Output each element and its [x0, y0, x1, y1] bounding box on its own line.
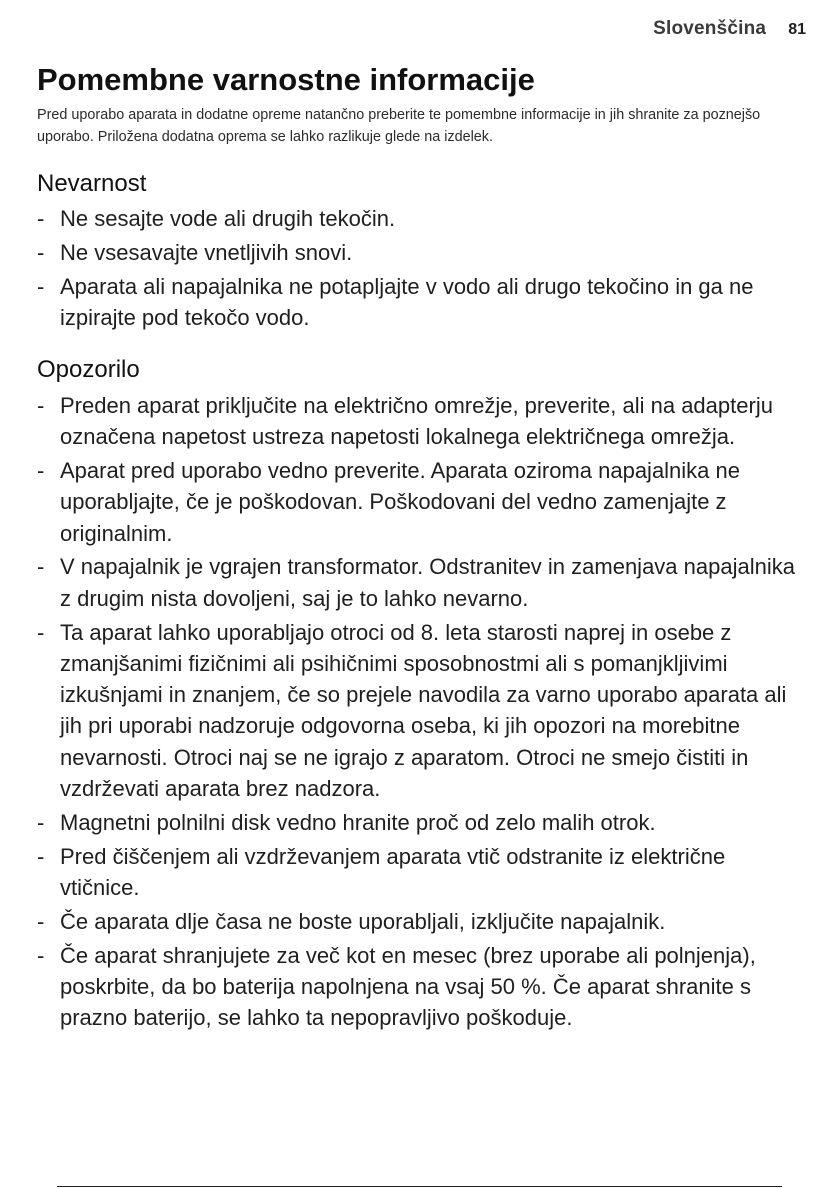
list-item-text: Aparat pred uporabo vedno preverite. Aparata oziroma napajalnika ne uporabljajte, če je poškodovan. Poškodovani del vedno zamenjajte z originalnim.: [60, 458, 741, 546]
dash-bullet: -: [37, 239, 45, 265]
page-header: [653, 18, 806, 40]
dash-bullet: -: [37, 458, 45, 484]
page-title: Pomembne varnostne informacije: [37, 62, 535, 97]
dash-bullet: -: [37, 809, 45, 835]
dash-bullet: -: [37, 206, 45, 231]
danger-list: [37, 203, 807, 336]
warning-list: [37, 390, 807, 1036]
list-item: [37, 390, 807, 453]
list-item: [37, 551, 807, 614]
list-item-text: V napajalnik je vgrajen transformator. Odstranitev in zamenjava napajalnika z drugim nista dovoljeni, saj je to lahko nevarno.: [60, 554, 795, 611]
dash-bullet: -: [37, 273, 45, 299]
footer-divider: [57, 1186, 782, 1187]
language-label: Slovenščina: [653, 18, 767, 39]
intro-paragraph: Pred uporabo aparata in dodatne opreme natančno preberite te pomembne informacije in jih shranite za poznejšo uporabo. Priložena dodatna oprema se lahko razlikuje glede na izdelek.: [37, 107, 761, 145]
list-item-text: Magnetni polnilni disk vedno hranite proč od zelo malih otrok.: [60, 809, 656, 835]
list-item-text: Preden aparat priključite na električno omrežje, preverite, ali na adapterju označena napetost ustreza napetosti lokalnega električnega omrežja.: [60, 393, 773, 450]
list-item: [37, 455, 807, 549]
list-item: [37, 203, 807, 234]
dash-bullet: -: [37, 393, 45, 418]
section-heading-danger: Nevarnost: [37, 170, 147, 197]
dash-bullet: -: [37, 942, 45, 968]
list-item-text: Ta aparat lahko uporabljajo otroci od 8. leta starosti naprej in osebe z zmanjšanimi fizičnimi ali psihičnimi sposobnostmi ali s pomanjkljivimi izkušnjami in znanjem, če so prejele navodila za varno uporabo aparata ali jih pri uporabi nadzoruje odgovorna oseba, ki jih opozori na morebitne nevarnosti. Otroci naj se ne igrajo z aparatom. Otroci ne smejo čistiti in vzdrževati aparata brez nadzora.: [60, 619, 787, 802]
section-heading-warning: Opozorilo: [37, 356, 140, 383]
list-item: [37, 237, 807, 268]
list-item-text: Ne vsesavajte vnetljivih snovi.: [60, 239, 353, 265]
dash-bullet: -: [37, 908, 45, 934]
list-item: [37, 906, 807, 937]
dash-bullet: -: [37, 843, 45, 869]
dash-bullet: -: [37, 619, 45, 645]
list-item: [37, 940, 807, 1034]
list-item-text: Če aparata dlje časa ne boste uporabljali, izključite napajalnik.: [60, 908, 666, 934]
list-item: [37, 841, 807, 904]
list-item-text: Ne sesajte vode ali drugih tekočin.: [60, 206, 396, 231]
list-item-text: Če aparat shranjujete za več kot en mesec (brez uporabe ali polnjenja), poskrbite, da bo baterija napolnjena na vsaj 50 %. Če aparat shranite s prazno baterijo, se lahko ta nepopravljivo poškoduje.: [60, 942, 756, 1031]
list-item: [37, 617, 807, 805]
list-item: [37, 807, 807, 838]
list-item: [37, 271, 807, 334]
list-item-text: Pred čiščenjem ali vzdrževanjem aparata vtič odstranite iz električne vtičnice.: [60, 843, 726, 900]
dash-bullet: -: [37, 554, 45, 580]
page-number: 81: [788, 21, 806, 38]
list-item-text: Aparata ali napajalnika ne potapljajte v vodo ali drugo tekočino in ga ne izpirajte pod tekočo vodo.: [60, 273, 754, 330]
